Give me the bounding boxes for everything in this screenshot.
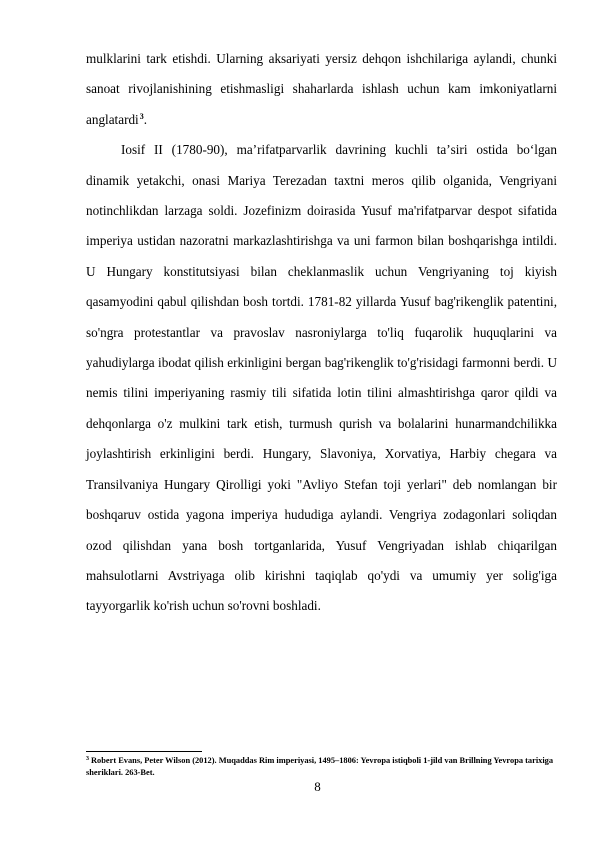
footnote-separator — [86, 751, 202, 752]
footnote-number: 3 — [86, 756, 89, 762]
page-number: 8 — [314, 779, 321, 794]
paragraph-2: Iosif II (1780-90), maʼrifatparvarlik davrining kuchli taʼsiri ostida boʻlgan dinamik yetakchi, onasi Mariya Terezadan taxtni meros qilib olganida, Vengriyani notinchlikdan larzaga soldi. Jozefinizm doirasida Yusuf ma'rifatparvar despot sifatida imperiya ustidan nazoratni markazlashtirishga va uni farmon bilan boshqarishga intildi. U Hungary konstitutsiyasi bilan cheklanmaslik uchun Vengriyaning toj kiyish qasamyodini qabul qilishdan bosh tortdi. 1781-82 yillarda Yusuf bag'rikenglik patentini, so'ngra protestantlar va pravoslav nasroniylarga to'liq fuqarolik huquqlarini va yahudiylarga ibodat qilish erkinligini bergan bag'rikenglik to'g'risidagi farmonni berdi. U nemis tilini imperiyaning rasmiy tili sifatida lotin tilini almashtirishga qaror qildi va dehqonlarga o'z mulkini tark etish, turmush qurish va bolalarini hunarmandchilikka joylashtirish erkinligini berdi. Hungary, Slavoniya, Xorvatiya, Harbiy chegara va Transilvaniya Hungary Qirolligi yoki "Avliyo Stefan toji yerlari" deb nomlangan bir boshqaruv ostida yagona imperiya hududiga aylandi. Vengriya zodagonlari soliqdan ozod qilishdan yana bosh tortganlarida, Yusuf Vengriyadan ishlab chiqarilgan mahsulotlarni Avstriyaga olib kirishni taqiqlab qo'ydi va umumiy yer solig'iga tayyorgarlik ko'rish uchun so'rovni boshladi. — [86, 142, 557, 614]
paragraph-1 — [86, 44, 557, 135]
page-body — [86, 44, 557, 622]
footnote-text: Robert Evans, Peter Wilson (2012). Muqaddas Rim imperiyasi, 1495–1806: Yevropa istiqboli 1-jild van Brillning Yevropa tarixiga sheriklari. 263-Bet. — [86, 756, 554, 777]
paragraph-1-end: . — [143, 111, 148, 127]
footnote — [86, 755, 557, 778]
paragraph-1-text: mulklarini tark etishdi. Ularning aksariyati yersiz dehqon ishchilariga aylandi, chunki sanoat rivojlanishining etishmasligi shaharlarda ishlash uchun kam imkoniyatlarni anglatardi — [86, 51, 557, 127]
footnote-reference[interactable]: 3 — [139, 111, 144, 121]
